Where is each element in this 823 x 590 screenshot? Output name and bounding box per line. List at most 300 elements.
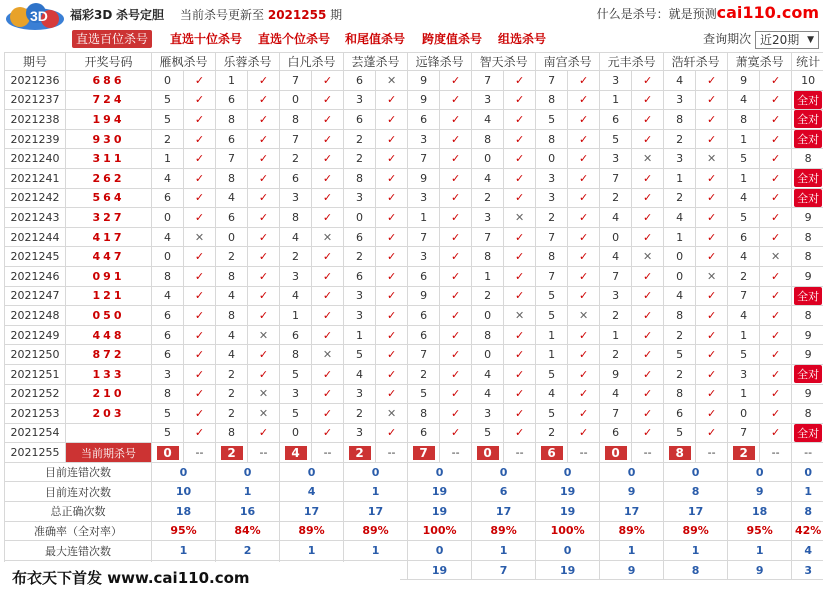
kill-number: 4 <box>728 247 760 267</box>
cross-icon: ✕ <box>248 404 280 424</box>
kill-number: 2 <box>344 404 376 424</box>
check-icon: ✓ <box>696 90 728 110</box>
check-icon: ✓ <box>184 129 216 149</box>
check-icon: ✓ <box>248 90 280 110</box>
kill-number: 6 <box>152 306 184 326</box>
all-correct-badge: 全对 <box>794 169 822 187</box>
stats-value: 17 <box>472 502 536 522</box>
kill-number: 9 <box>728 71 760 91</box>
stats-value: 17 <box>600 502 664 522</box>
check-icon: ✓ <box>248 423 280 443</box>
check-icon: ✓ <box>440 384 472 404</box>
stats-value: 0 <box>408 541 472 561</box>
check-icon: ✓ <box>696 208 728 228</box>
kill-number: 3 <box>152 364 184 384</box>
check-icon: ✓ <box>248 247 280 267</box>
check-icon: ✓ <box>312 110 344 130</box>
check-icon: ✓ <box>312 90 344 110</box>
check-icon: ✓ <box>696 110 728 130</box>
check-icon: ✓ <box>760 149 792 169</box>
current-kill-badge: 2 <box>221 446 243 460</box>
current-kill-number <box>536 443 568 463</box>
check-icon: ✓ <box>376 168 408 188</box>
kill-number: 7 <box>728 423 760 443</box>
kill-number: 3 <box>600 286 632 306</box>
draw-number: 262 <box>66 168 152 188</box>
current-kill-number <box>472 443 504 463</box>
all-correct-badge: 全对 <box>794 110 822 128</box>
check-icon: ✓ <box>248 149 280 169</box>
stats-value: 89% <box>280 521 344 541</box>
kill-number: 8 <box>152 266 184 286</box>
check-icon: ✓ <box>568 364 600 384</box>
draw-number: 872 <box>66 345 152 365</box>
all-correct-badge: 全对 <box>794 189 822 207</box>
kill-number: 9 <box>408 168 440 188</box>
kill-number: 3 <box>472 208 504 228</box>
check-icon: ✓ <box>760 227 792 247</box>
kill-number: 5 <box>536 110 568 130</box>
stats-value: 2 <box>216 541 280 561</box>
kill-number: 0 <box>280 90 312 110</box>
kill-number: 4 <box>600 247 632 267</box>
kill-number: 2 <box>344 149 376 169</box>
check-icon: ✓ <box>696 227 728 247</box>
check-icon: ✓ <box>440 266 472 286</box>
check-icon: ✓ <box>376 208 408 228</box>
cross-icon: ✕ <box>568 306 600 326</box>
check-icon: ✓ <box>504 404 536 424</box>
tab-4[interactable]: 跨度值杀号 <box>422 32 483 46</box>
check-icon: ✓ <box>504 90 536 110</box>
check-icon: ✓ <box>632 168 664 188</box>
stats-total: 8 <box>792 502 823 522</box>
table-row <box>5 345 823 365</box>
check-icon: ✓ <box>312 266 344 286</box>
kill-number: 5 <box>728 345 760 365</box>
dash: -- <box>632 443 664 463</box>
kill-number: 1 <box>728 168 760 188</box>
cross-icon: ✕ <box>248 384 280 404</box>
check-icon: ✓ <box>248 71 280 91</box>
check-icon: ✓ <box>248 110 280 130</box>
check-icon: ✓ <box>632 129 664 149</box>
brand-name: 福彩3D <box>70 8 113 22</box>
kill-number: 8 <box>728 110 760 130</box>
check-icon: ✓ <box>248 168 280 188</box>
cross-icon: ✕ <box>504 208 536 228</box>
check-icon: ✓ <box>248 208 280 228</box>
kill-number: 9 <box>600 364 632 384</box>
kill-number: 0 <box>152 71 184 91</box>
kill-number: 1 <box>408 208 440 228</box>
stats-label: 目前连错次数 <box>5 462 152 482</box>
check-icon: ✓ <box>568 208 600 228</box>
stats-row <box>5 521 823 541</box>
check-icon: ✓ <box>312 247 344 267</box>
check-icon: ✓ <box>632 345 664 365</box>
period-cell: 2021252 <box>5 384 66 404</box>
kill-number: 4 <box>600 208 632 228</box>
kill-number: 0 <box>536 149 568 169</box>
check-icon: ✓ <box>568 71 600 91</box>
table-row <box>5 90 823 110</box>
kill-number: 3 <box>600 149 632 169</box>
check-icon: ✓ <box>376 110 408 130</box>
kill-number: 8 <box>344 168 376 188</box>
kill-number: 4 <box>600 384 632 404</box>
stats-row <box>5 541 823 561</box>
kill-number: 6 <box>600 110 632 130</box>
kill-number: 9 <box>408 90 440 110</box>
stat-cell: -- <box>792 443 823 463</box>
current-kill-badge: 0 <box>605 446 627 460</box>
check-icon: ✓ <box>568 149 600 169</box>
kill-number: 4 <box>664 208 696 228</box>
table-row <box>5 325 823 345</box>
kill-number: 4 <box>472 384 504 404</box>
check-icon: ✓ <box>696 188 728 208</box>
period-cell: 2021254 <box>5 423 66 443</box>
kill-number: 6 <box>216 129 248 149</box>
stats-row <box>5 502 823 522</box>
dash: -- <box>376 443 408 463</box>
draw-number: 327 <box>66 208 152 228</box>
kill-number: 1 <box>664 227 696 247</box>
kill-number: 8 <box>216 110 248 130</box>
check-icon: ✓ <box>632 384 664 404</box>
check-icon: ✓ <box>248 266 280 286</box>
check-icon: ✓ <box>184 286 216 306</box>
kill-number: 8 <box>664 384 696 404</box>
kill-number: 6 <box>664 404 696 424</box>
stat-cell <box>792 168 823 188</box>
table-row <box>5 266 823 286</box>
stats-label: 准确率（全对率） <box>5 521 152 541</box>
kill-number: 5 <box>664 345 696 365</box>
check-icon: ✓ <box>376 247 408 267</box>
dash: -- <box>696 443 728 463</box>
kill-number: 6 <box>408 423 440 443</box>
kill-number: 7 <box>472 227 504 247</box>
kill-number: 3 <box>280 384 312 404</box>
tab-2[interactable]: 直选个位杀号 <box>258 32 331 46</box>
stat-cell: 10 <box>792 71 823 91</box>
kill-number: 3 <box>472 90 504 110</box>
draw-number: 686 <box>66 71 152 91</box>
table-row <box>5 110 823 130</box>
kill-number: 7 <box>280 71 312 91</box>
stats-value: 19 <box>536 502 600 522</box>
kill-number: 8 <box>216 306 248 326</box>
cross-icon: ✕ <box>696 266 728 286</box>
check-icon: ✓ <box>568 325 600 345</box>
period-cell: 2021241 <box>5 168 66 188</box>
kill-number: 0 <box>600 227 632 247</box>
kill-number: 1 <box>728 384 760 404</box>
check-icon: ✓ <box>184 71 216 91</box>
kill-number-table <box>4 52 823 580</box>
cross-icon: ✕ <box>632 247 664 267</box>
check-icon: ✓ <box>184 364 216 384</box>
stats-value: 0 <box>344 462 408 482</box>
all-correct-badge: 全对 <box>794 91 822 109</box>
kill-number: 2 <box>216 364 248 384</box>
check-icon: ✓ <box>312 188 344 208</box>
period-cell: 2021238 <box>5 110 66 130</box>
kill-number: 1 <box>664 168 696 188</box>
check-icon: ✓ <box>312 149 344 169</box>
tab-0[interactable]: 直选百位杀号 <box>72 30 152 48</box>
check-icon: ✓ <box>504 247 536 267</box>
nav-tabs <box>0 28 823 50</box>
cross-icon: ✕ <box>504 306 536 326</box>
kill-number: 0 <box>664 266 696 286</box>
check-icon: ✓ <box>376 266 408 286</box>
check-icon: ✓ <box>184 306 216 326</box>
kill-number: 3 <box>728 364 760 384</box>
kill-number: 4 <box>728 90 760 110</box>
check-icon: ✓ <box>504 384 536 404</box>
all-correct-badge: 全对 <box>794 287 822 305</box>
stat-cell <box>792 423 823 443</box>
draw-number: 448 <box>66 325 152 345</box>
stat-cell: 9 <box>792 325 823 345</box>
check-icon: ✓ <box>312 325 344 345</box>
check-icon: ✓ <box>504 423 536 443</box>
kill-number: 6 <box>152 188 184 208</box>
draw-number: 194 <box>66 110 152 130</box>
kill-number: 7 <box>216 149 248 169</box>
stats-value: 1 <box>728 541 792 561</box>
check-icon: ✓ <box>184 110 216 130</box>
stat-cell: 8 <box>792 306 823 326</box>
check-icon: ✓ <box>376 286 408 306</box>
stats-value: 0 <box>216 462 280 482</box>
kill-number: 6 <box>344 227 376 247</box>
stats-value: 0 <box>152 462 216 482</box>
kill-number: 8 <box>216 168 248 188</box>
kill-number: 5 <box>536 404 568 424</box>
kill-number: 5 <box>280 404 312 424</box>
check-icon: ✓ <box>376 423 408 443</box>
query-select[interactable]: 近20期 ▼ <box>755 31 819 49</box>
kill-number: 7 <box>728 286 760 306</box>
check-icon: ✓ <box>504 129 536 149</box>
stats-value: 1 <box>344 482 408 502</box>
kill-number: 3 <box>344 188 376 208</box>
check-icon: ✓ <box>248 364 280 384</box>
cross-icon: ✕ <box>184 227 216 247</box>
kill-number: 0 <box>152 247 184 267</box>
kill-number: 3 <box>536 168 568 188</box>
kill-number: 4 <box>216 345 248 365</box>
check-icon: ✓ <box>440 404 472 424</box>
stats-row <box>5 482 823 502</box>
kill-number: 2 <box>664 325 696 345</box>
check-icon: ✓ <box>696 168 728 188</box>
kill-number: 6 <box>408 325 440 345</box>
stats-value: 0 <box>280 462 344 482</box>
check-icon: ✓ <box>440 227 472 247</box>
kill-number: 2 <box>664 188 696 208</box>
check-icon: ✓ <box>248 227 280 247</box>
check-icon: ✓ <box>696 384 728 404</box>
kill-number: 6 <box>216 90 248 110</box>
kill-number: 4 <box>472 110 504 130</box>
check-icon: ✓ <box>760 129 792 149</box>
kill-number: 5 <box>536 286 568 306</box>
kill-number: 1 <box>152 149 184 169</box>
kill-number: 7 <box>536 71 568 91</box>
stats-value: 18 <box>152 502 216 522</box>
kill-number: 8 <box>536 129 568 149</box>
kill-number: 8 <box>408 404 440 424</box>
kill-number: 8 <box>280 345 312 365</box>
stats-value: 89% <box>472 521 536 541</box>
kill-number: 6 <box>152 345 184 365</box>
check-icon: ✓ <box>440 129 472 149</box>
stats-value: 100% <box>536 521 600 541</box>
period-cell: 2021239 <box>5 129 66 149</box>
dash: -- <box>440 443 472 463</box>
kill-number: 2 <box>664 364 696 384</box>
period-cell: 2021248 <box>5 306 66 326</box>
kill-number: 2 <box>408 364 440 384</box>
stats-value: 19 <box>536 560 600 580</box>
period-cell: 2021247 <box>5 286 66 306</box>
check-icon: ✓ <box>504 325 536 345</box>
check-icon: ✓ <box>376 149 408 169</box>
stats-value: 10 <box>152 482 216 502</box>
kill-number: 5 <box>536 306 568 326</box>
draw-number: 210 <box>66 384 152 404</box>
check-icon: ✓ <box>760 364 792 384</box>
check-icon: ✓ <box>248 345 280 365</box>
stats-total: 0 <box>792 462 823 482</box>
kill-number: 3 <box>472 404 504 424</box>
kill-number: 2 <box>536 423 568 443</box>
stats-value: 8 <box>664 482 728 502</box>
kill-number: 7 <box>536 266 568 286</box>
kill-number: 5 <box>408 384 440 404</box>
check-icon: ✓ <box>760 168 792 188</box>
kill-number: 3 <box>408 247 440 267</box>
table-row <box>5 286 823 306</box>
kill-number: 2 <box>664 129 696 149</box>
kill-number: 3 <box>344 306 376 326</box>
stats-value: 1 <box>280 541 344 561</box>
check-icon: ✓ <box>184 345 216 365</box>
table-row <box>5 129 823 149</box>
check-icon: ✓ <box>760 325 792 345</box>
kill-number: 3 <box>344 90 376 110</box>
check-icon: ✓ <box>760 188 792 208</box>
col-header: 元丰杀号 <box>600 53 664 71</box>
col-header: 远锋杀号 <box>408 53 472 71</box>
kill-number: 7 <box>408 345 440 365</box>
stats-value: 95% <box>152 521 216 541</box>
check-icon: ✓ <box>760 345 792 365</box>
check-icon: ✓ <box>760 306 792 326</box>
kill-number: 7 <box>600 168 632 188</box>
kill-number: 1 <box>536 325 568 345</box>
check-icon: ✓ <box>504 188 536 208</box>
tab-3[interactable]: 和尾值杀号 <box>345 32 406 46</box>
kill-number: 8 <box>664 110 696 130</box>
check-icon: ✓ <box>696 345 728 365</box>
stats-value: 9 <box>600 560 664 580</box>
stats-value: 17 <box>280 502 344 522</box>
check-icon: ✓ <box>312 286 344 306</box>
stat-cell: 8 <box>792 149 823 169</box>
query-control <box>703 30 819 49</box>
all-correct-badge: 全对 <box>794 424 822 442</box>
dash: -- <box>568 443 600 463</box>
kill-number: 1 <box>280 306 312 326</box>
check-icon: ✓ <box>440 168 472 188</box>
kill-number: 4 <box>728 306 760 326</box>
col-header: 统计 <box>792 53 823 71</box>
tab-5[interactable]: 组选杀号 <box>498 32 547 46</box>
current-kill-number <box>216 443 248 463</box>
kill-number: 3 <box>344 423 376 443</box>
stat-cell <box>792 364 823 384</box>
stats-label: 最大连错次数 <box>5 541 152 561</box>
check-icon: ✓ <box>696 404 728 424</box>
current-kill-badge: 0 <box>157 446 179 460</box>
check-icon: ✓ <box>760 384 792 404</box>
kill-number: 5 <box>152 90 184 110</box>
stat-cell <box>792 110 823 130</box>
check-icon: ✓ <box>440 188 472 208</box>
stats-value: 0 <box>600 462 664 482</box>
check-icon: ✓ <box>376 90 408 110</box>
check-icon: ✓ <box>184 423 216 443</box>
stats-value: 7 <box>472 560 536 580</box>
kill-number: 3 <box>344 384 376 404</box>
kill-number: 5 <box>664 423 696 443</box>
check-icon: ✓ <box>504 149 536 169</box>
table-row <box>5 149 823 169</box>
site-link[interactable]: cai110.com <box>716 3 819 22</box>
dash: -- <box>312 443 344 463</box>
kill-number: 0 <box>664 247 696 267</box>
check-icon: ✓ <box>760 404 792 424</box>
stats-label: 目前连对次数 <box>5 482 152 502</box>
table-row <box>5 208 823 228</box>
check-icon: ✓ <box>312 404 344 424</box>
kill-number: 7 <box>408 149 440 169</box>
col-header: 南宫杀号 <box>536 53 600 71</box>
tab-1[interactable]: 直选十位杀号 <box>170 32 243 46</box>
kill-number: 8 <box>280 110 312 130</box>
stats-value: 0 <box>728 462 792 482</box>
table-row <box>5 247 823 267</box>
check-icon: ✓ <box>568 110 600 130</box>
current-kill-number <box>344 443 376 463</box>
kill-number: 3 <box>344 286 376 306</box>
kill-number: 8 <box>152 384 184 404</box>
check-icon: ✓ <box>248 306 280 326</box>
check-icon: ✓ <box>632 71 664 91</box>
kill-number: 6 <box>344 266 376 286</box>
check-icon: ✓ <box>312 71 344 91</box>
kill-number: 2 <box>344 129 376 149</box>
check-icon: ✓ <box>632 306 664 326</box>
check-icon: ✓ <box>248 188 280 208</box>
kill-number: 0 <box>472 345 504 365</box>
